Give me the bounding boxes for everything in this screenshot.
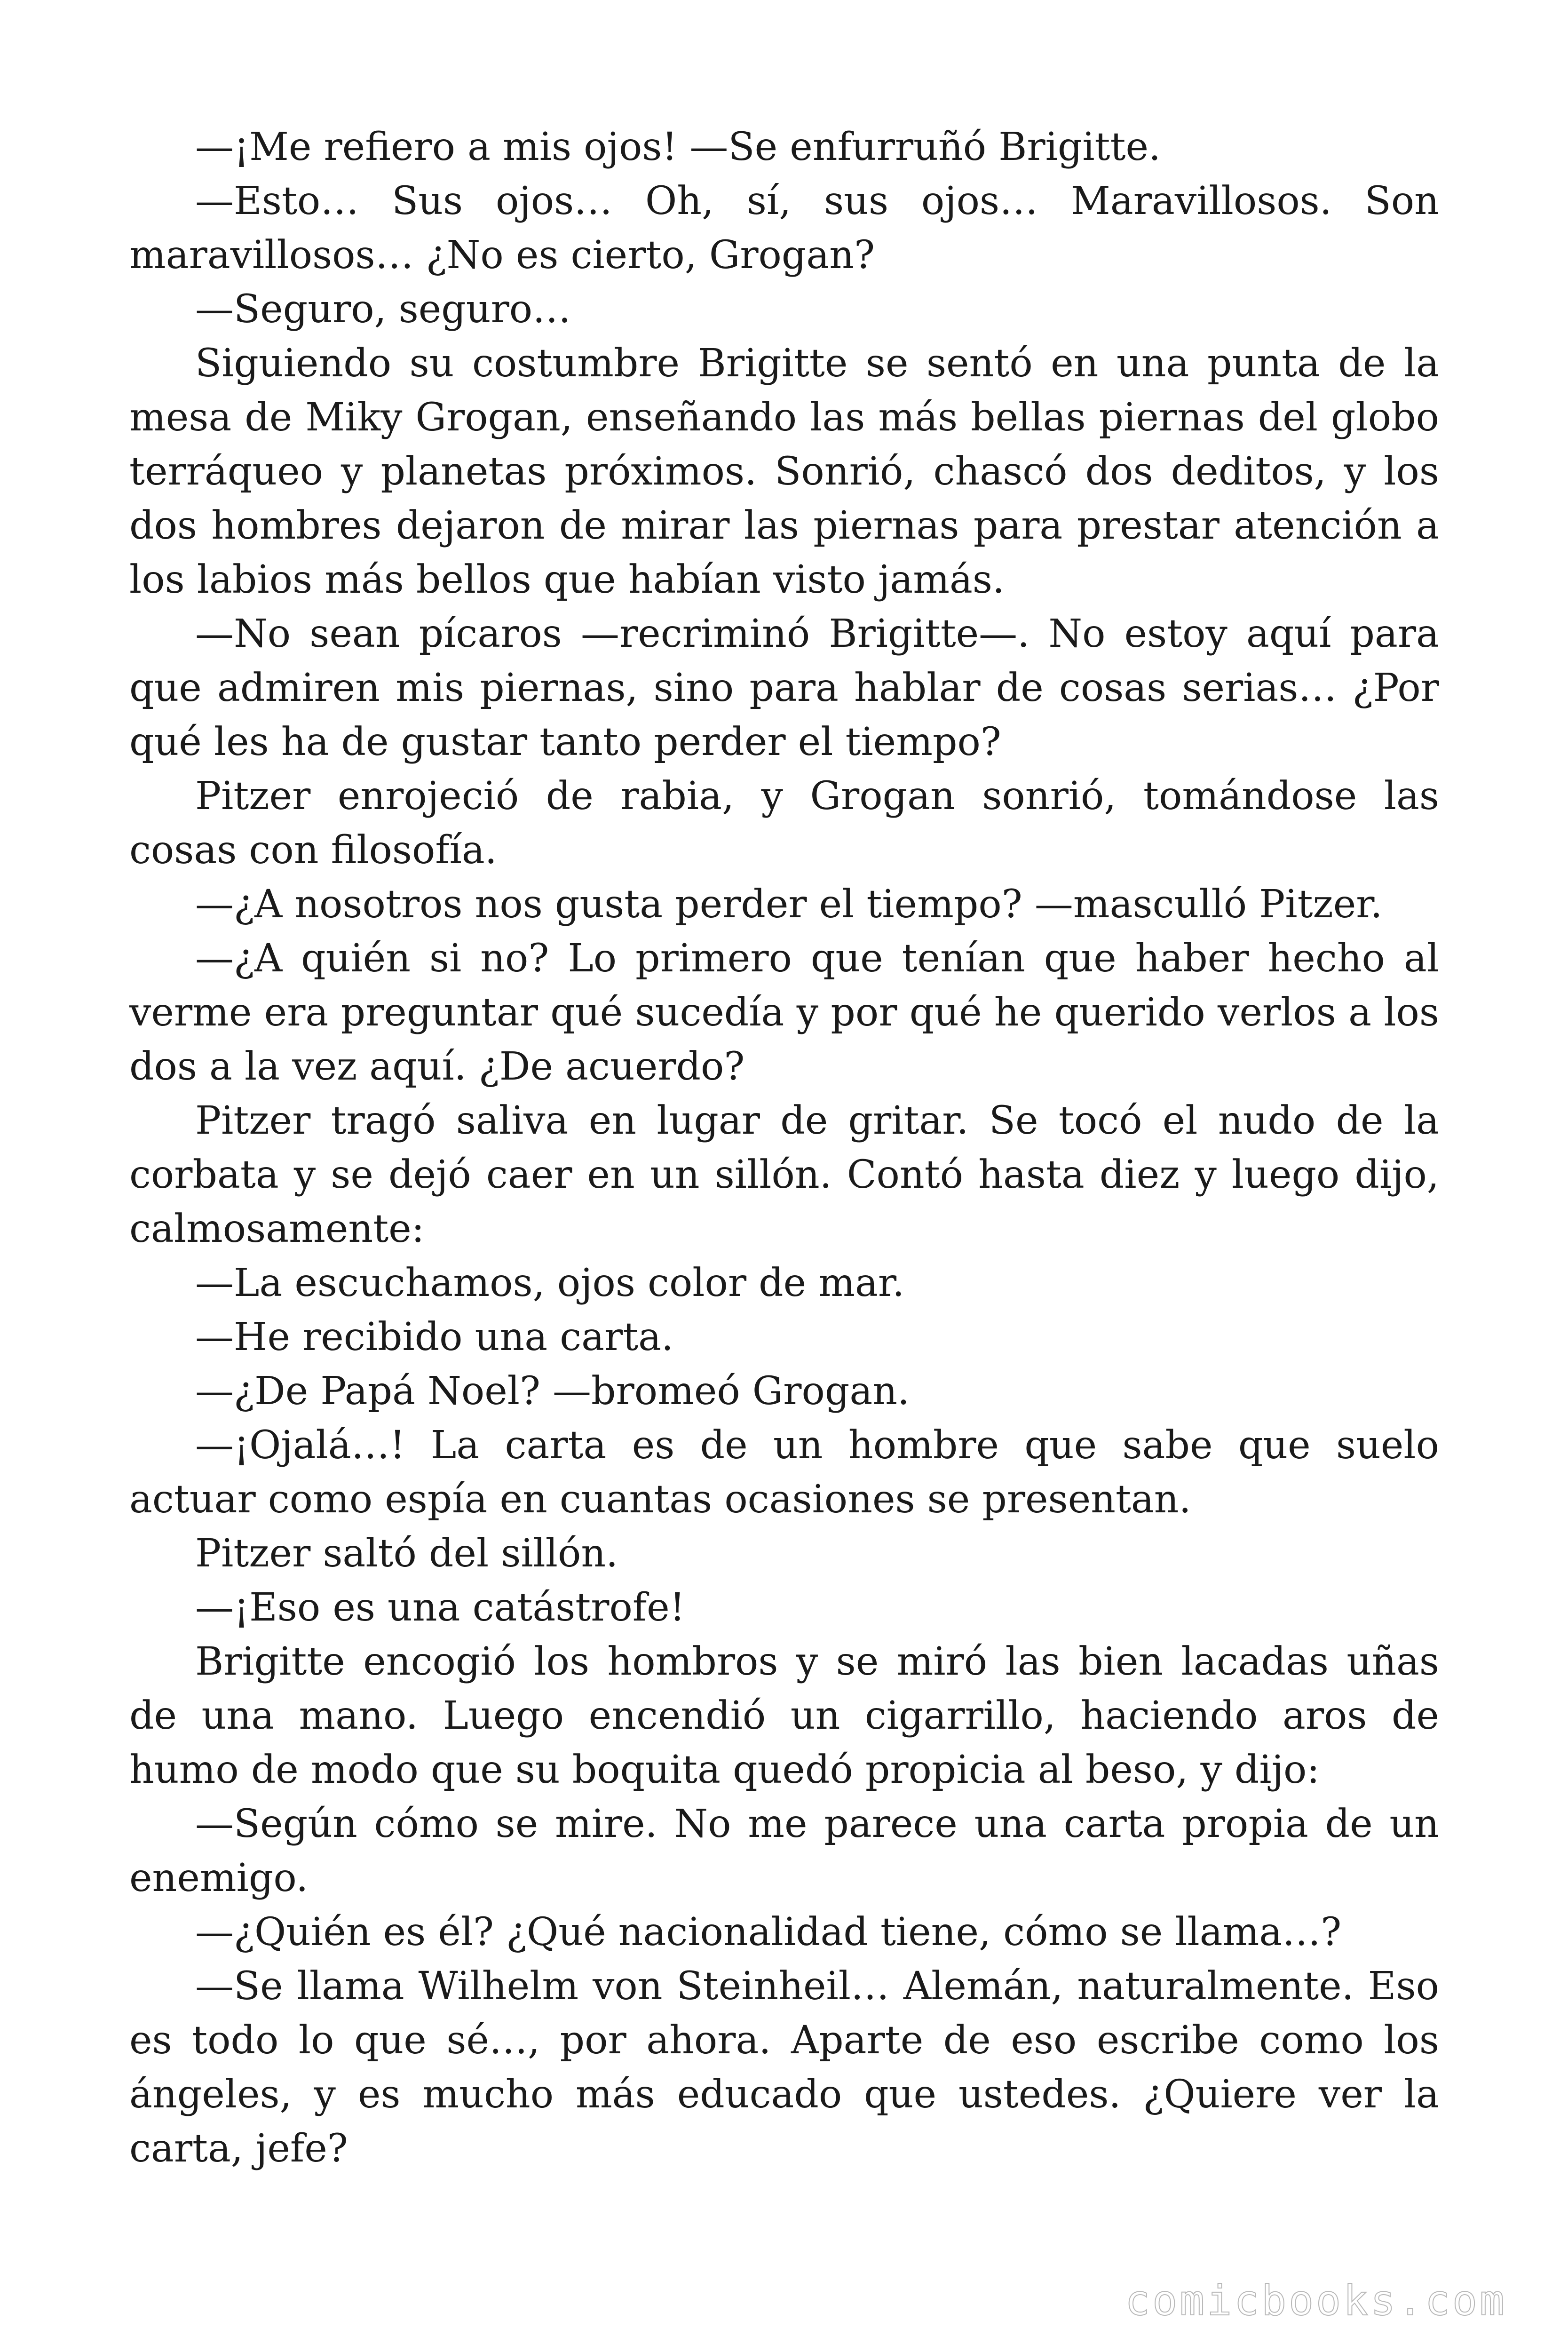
paragraph-4: Siguiendo su costumbre Brigitte se sentó en una punta de la mesa de Miky Grogan, enseñando las más bellas piernas del globo terráqueo y planetas próximos. Sonrió, chascó dos deditos, y los dos hombres dejaron de mirar las piernas para prestar atención a los labios más bellos que habían visto jamás. xyxy=(129,341,1439,602)
paragraph-14: Pitzer saltó del sillón. xyxy=(195,1531,618,1576)
paragraph-8: —¿A quién si no? Lo primero que tenían que haber hecho al verme era preguntar qué sucedía y por qué he querido verlos a los dos a la vez aquí. ¿De acuerdo? xyxy=(129,936,1439,1089)
paragraph-16: Brigitte encogió los hombros y se miró las bien lacadas uñas de una mano. Luego encendió un cigarrillo, haciendo aros de humo de modo que su boquita quedó propicia al beso, y dijo: xyxy=(129,1639,1439,1792)
paragraph-7: —¿A nosotros nos gusta perder el tiempo? —masculló Pitzer. xyxy=(195,882,1383,927)
body-text xyxy=(129,120,1439,2176)
paragraph-1: —¡Me refiero a mis ojos! —Se enfurruñó Brigitte. xyxy=(195,125,1161,169)
paragraph-5: —No sean pícaros —recriminó Brigitte—. No estoy aquí para que admiren mis piernas, sino para hablar de cosas serias… ¿Por qué les ha de gustar tanto perder el tiempo? xyxy=(129,612,1439,764)
paragraph-12: —¿De Papá Noel? —bromeó Grogan. xyxy=(195,1369,910,1414)
paragraph-2: —Esto… Sus ojos… Oh, sí, sus ojos… Maravillosos. Son maravillosos… ¿No es cierto, Grogan? xyxy=(129,179,1439,278)
paragraph-6: Pitzer enrojeció de rabia, y Grogan sonrió, tomándose las cosas con filosofía. xyxy=(129,774,1439,873)
paragraph-13: —¡Ojalá…! La carta es de un hombre que sabe que suelo actuar como espía en cuantas ocasiones se presentan. xyxy=(129,1423,1439,1522)
watermark-logo: comicbooks.com xyxy=(1125,2276,1507,2325)
paragraph-19: —Se llama Wilhelm von Steinheil… Alemán, naturalmente. Eso es todo lo que sé…, por ahora. Aparte de eso escribe como los ángeles, y es mucho más educado que ustedes. ¿Quiere ver la carta, jefe? xyxy=(129,1964,1439,2171)
paragraph-18: —¿Quién es él? ¿Qué nacionalidad tiene, cómo se llama…? xyxy=(195,1910,1342,1955)
paragraph-11: —He recibido una carta. xyxy=(195,1315,674,1359)
paragraph-17: —Según cómo se mire. No me parece una carta propia de un enemigo. xyxy=(129,1802,1439,1900)
paragraph-10: —La escuchamos, ojos color de mar. xyxy=(195,1261,905,1305)
paragraph-3: —Seguro, seguro… xyxy=(195,287,571,332)
paragraph-15: —¡Eso es una catástrofe! xyxy=(195,1585,685,1630)
paragraph-9: Pitzer tragó saliva en lugar de gritar. Se tocó el nudo de la corbata y se dejó caer en un sillón. Contó hasta diez y luego dijo, calmosamente: xyxy=(129,1098,1439,1251)
